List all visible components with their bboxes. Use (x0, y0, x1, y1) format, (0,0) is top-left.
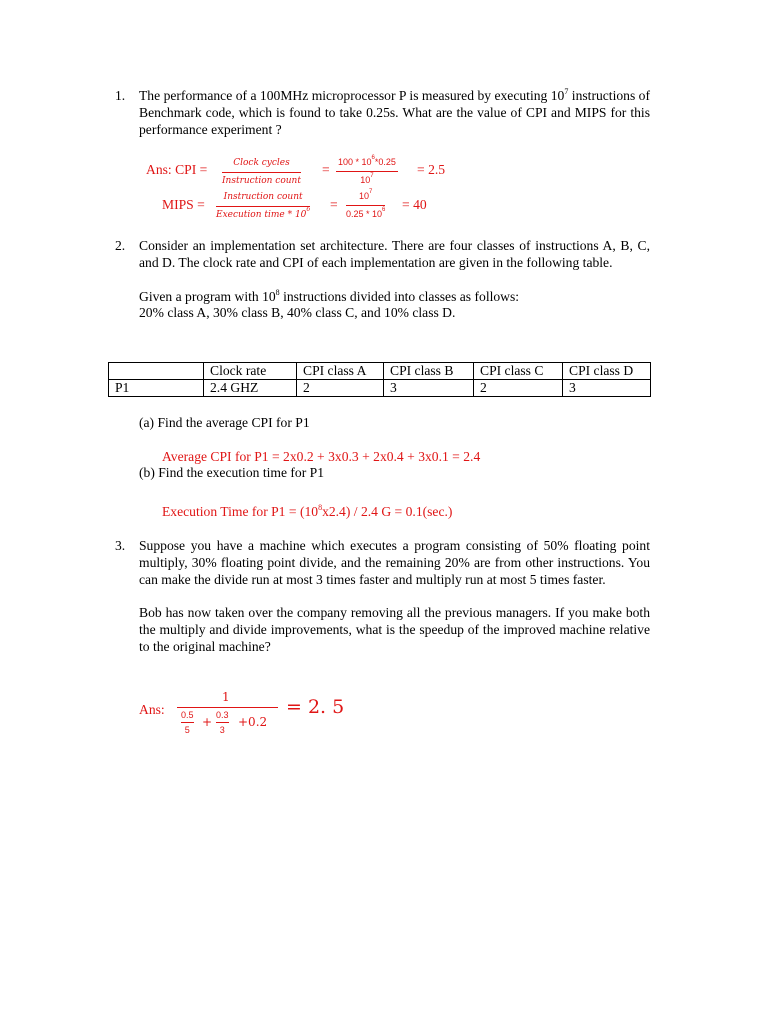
table-cell: 2.4 GHZ (204, 380, 297, 397)
superscript: 8 (275, 287, 280, 297)
superscript: 8 (318, 503, 323, 512)
table-header-cell: Clock rate (204, 363, 297, 380)
question-text (139, 88, 650, 138)
text-part: Execution Time for P1 = (10 (162, 504, 319, 519)
cpi-formula-fraction (222, 157, 301, 187)
text-part: instructions divided into classes as follows: (279, 288, 520, 304)
question-text: Suppose you have a machine which executes a program consisting of 50% floating point multiply, 30% floating point divide, and the remaining 20% are from other instructions. You can make the divide run at most 3 times faster and multiply run at most 5 times faster. (139, 538, 650, 587)
superscript: 7 (369, 189, 373, 195)
table-header-cell: CPI class A (297, 363, 384, 380)
fraction-denominator: 3 (219, 725, 225, 735)
table-header-cell: CPI class B (384, 363, 474, 380)
multiply-fraction (181, 709, 194, 736)
fraction-denominator (216, 206, 311, 221)
fraction-numerator: Clock cycles (233, 158, 290, 168)
fraction-bar (336, 171, 398, 172)
text-part: x2.4) / 2.4 G = 0.1(sec.) (322, 504, 453, 519)
superscript: 6 (371, 155, 375, 161)
text-part: *0.25 (374, 157, 396, 167)
cpi-answer-label: Ans: CPI = (146, 162, 208, 177)
mips-formula-fraction (216, 191, 310, 221)
fraction-bar (222, 172, 301, 173)
main-fraction-bar (177, 707, 278, 708)
table-cell: P1 (109, 380, 204, 397)
question-2 (115, 238, 650, 322)
table-header-cell (109, 363, 204, 380)
question-text-part: The performance of a 100MHz microprocessor P is measured by executing 10 (139, 88, 565, 103)
equals-sign: = (330, 197, 338, 212)
speedup-answer-label: Ans: (139, 702, 165, 717)
text-part: 10 (359, 191, 370, 201)
text-part: 10 (360, 175, 371, 185)
given-text (139, 289, 650, 306)
speedup-numerator: 1 (222, 690, 230, 704)
text-part: Execution time * 10 (216, 210, 307, 220)
cpi-result: = 2.5 (417, 162, 446, 177)
superscript: 7 (370, 173, 374, 179)
table-header-cell: CPI class C (474, 363, 563, 380)
part-b-answer (162, 504, 452, 520)
superscript: 6 (306, 206, 311, 213)
table-cell: 2 (474, 380, 563, 397)
mips-value-fraction (346, 190, 385, 220)
text-part: 100 * 10 (338, 157, 372, 167)
fraction-numerator: Instruction count (223, 192, 303, 202)
fraction-numerator (338, 156, 396, 168)
cpi-table (108, 362, 651, 397)
text-part: 0.25 * 10 (346, 209, 383, 219)
superscript: 6 (382, 207, 386, 213)
fraction-bar (216, 722, 229, 723)
cpi-value-fraction (338, 156, 396, 186)
fraction-bar (346, 205, 385, 206)
question-number: 1. (115, 88, 126, 103)
speedup-result: = 2. 5 (286, 696, 345, 718)
fraction-denominator (346, 208, 385, 220)
question-text: Bob has now taken over the company removing all the previous managers. If you make both the multiply and divide improvements, what is the speedup of the improved machine relative to the original machine? (139, 605, 650, 654)
part-a-question: (a) Find the average CPI for P1 (139, 415, 310, 430)
text-part: Given a program with 10 (139, 288, 276, 304)
fraction-denominator: Instruction count (222, 176, 301, 186)
question-3 (115, 538, 650, 656)
plus-sign: + (202, 715, 213, 729)
table-cell: 3 (563, 380, 651, 397)
table-header-row (109, 363, 651, 380)
fraction-numerator: 0.3 (216, 710, 229, 720)
equals-sign: = (322, 162, 330, 177)
question-1 (115, 88, 650, 138)
divide-fraction (216, 709, 229, 736)
part-b-question: (b) Find the execution time for P1 (139, 465, 324, 480)
superscript: 7 (564, 87, 569, 96)
question-number: 2. (115, 238, 126, 253)
table-cell: 2 (297, 380, 384, 397)
question-text-part: instructions of Benchmark code, which is found to take 0.25s. What are the value of CPI and MIPS for this performance experiment ? (139, 88, 650, 137)
fraction-numerator (359, 190, 372, 202)
table-header-cell: CPI class D (563, 363, 651, 380)
mips-answer-label: MIPS = (162, 197, 205, 212)
fraction-denominator (360, 174, 373, 186)
question-text: Consider an implementation set architecture. There are four classes of instructions A, B, C, and D. The clock rate and CPI of each implementation are given in the following table. (139, 238, 650, 270)
class-distribution: 20% class A, 30% class B, 40% class C, and 10% class D. (139, 305, 456, 321)
table-row (109, 380, 651, 397)
other-term: +0.2 (238, 715, 268, 729)
fraction-bar (216, 206, 310, 207)
fraction-numerator: 0.5 (181, 710, 194, 720)
part-a-answer: Average CPI for P1 = 2x0.2 + 3x0.3 + 2x0.4 + 3x0.1 = 2.4 (162, 449, 481, 464)
mips-result: = 40 (402, 197, 427, 212)
table-cell: 3 (384, 380, 474, 397)
fraction-bar (181, 722, 194, 723)
fraction-denominator: 5 (184, 725, 190, 735)
question-number: 3. (115, 538, 126, 553)
